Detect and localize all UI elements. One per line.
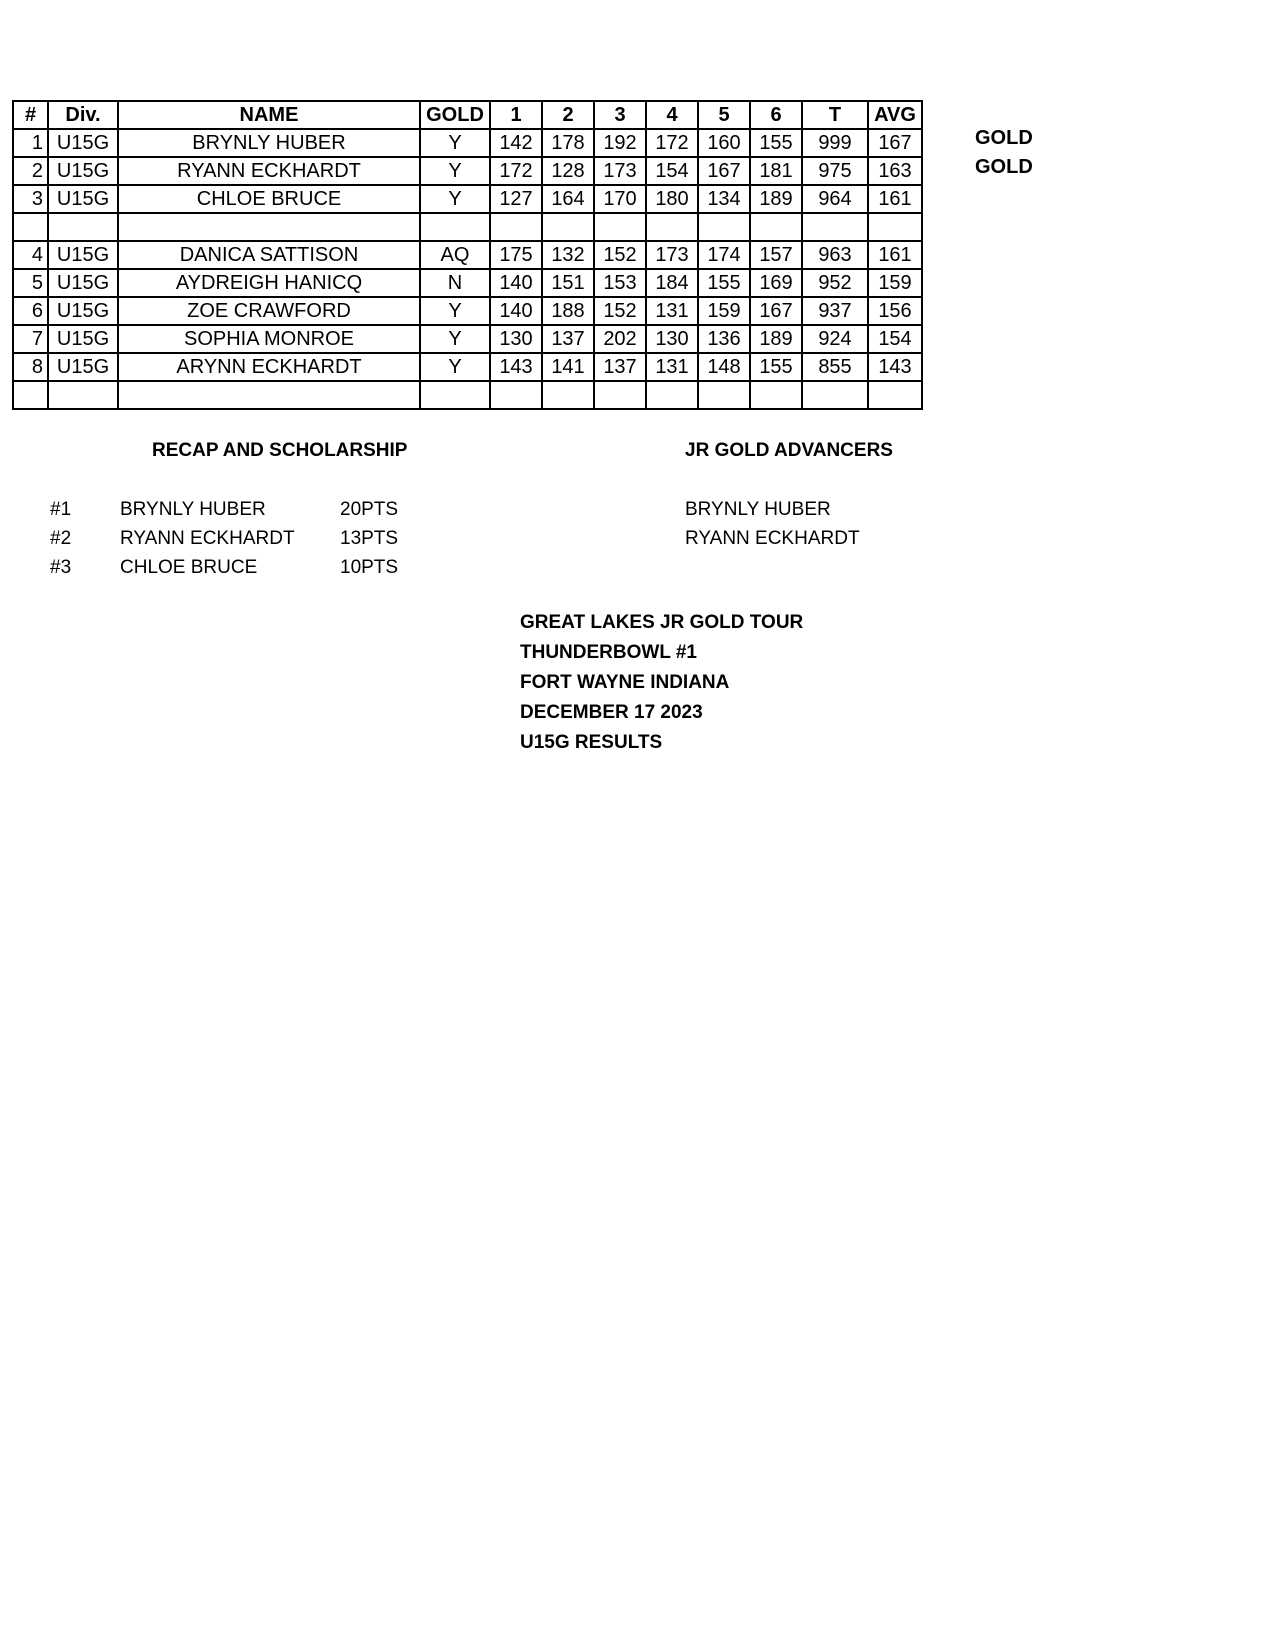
table-row (13, 269, 922, 297)
game3-cell: 152 (594, 297, 646, 325)
game2-cell: 128 (542, 157, 594, 185)
name-cell: RYANN ECKHARDT (118, 157, 420, 185)
game4-cell: 172 (646, 129, 698, 157)
game5-cell: 174 (698, 241, 750, 269)
game2-cell: 137 (542, 325, 594, 353)
average-cell: 161 (868, 185, 922, 213)
game2-cell: 151 (542, 269, 594, 297)
recap-points: 10PTS (340, 557, 399, 578)
gold-cell: Y (420, 325, 490, 353)
total-cell: 964 (802, 185, 868, 213)
game6-cell: 181 (750, 157, 802, 185)
col-game6-header: 6 (750, 101, 802, 129)
game1-cell: 172 (490, 157, 542, 185)
gold-cell: N (420, 269, 490, 297)
game1-cell (490, 381, 542, 409)
game6-cell: 157 (750, 241, 802, 269)
total-cell (802, 381, 868, 409)
game3-cell: 192 (594, 129, 646, 157)
game6-cell: 167 (750, 297, 802, 325)
total-cell: 924 (802, 325, 868, 353)
total-cell: 855 (802, 353, 868, 381)
col-total-header: T (802, 101, 868, 129)
gold-cell: Y (420, 185, 490, 213)
table-row (13, 185, 922, 213)
results-table (12, 100, 923, 410)
division-cell: U15G (48, 185, 118, 213)
game5-cell: 134 (698, 185, 750, 213)
game1-cell: 140 (490, 297, 542, 325)
gold-cell: Y (420, 353, 490, 381)
gold-cell: Y (420, 297, 490, 325)
table-row (13, 129, 922, 157)
recap-name: CHLOE BRUCE (120, 557, 258, 578)
name-cell: CHLOE BRUCE (118, 185, 420, 213)
game5-cell: 148 (698, 353, 750, 381)
col-average-header: AVG (868, 101, 922, 129)
game5-cell: 136 (698, 325, 750, 353)
division-cell: U15G (48, 157, 118, 185)
game1-cell: 127 (490, 185, 542, 213)
game3-cell (594, 213, 646, 241)
table-row (13, 241, 922, 269)
game5-cell: 167 (698, 157, 750, 185)
game5-cell: 155 (698, 269, 750, 297)
event-location: FORT WAYNE INDIANA (520, 672, 730, 693)
gold-flag: GOLD (975, 156, 1033, 178)
game4-cell (646, 213, 698, 241)
game6-cell: 155 (750, 353, 802, 381)
game1-cell (490, 213, 542, 241)
name-cell: ARYNN ECKHARDT (118, 353, 420, 381)
name-cell: BRYNLY HUBER (118, 129, 420, 157)
average-cell: 156 (868, 297, 922, 325)
game4-cell: 184 (646, 269, 698, 297)
average-cell: 154 (868, 325, 922, 353)
division-cell: U15G (48, 353, 118, 381)
col-gold-header: GOLD (420, 101, 490, 129)
event-results-label: U15G RESULTS (520, 732, 663, 753)
col-game2-header: 2 (542, 101, 594, 129)
event-tour: GREAT LAKES JR GOLD TOUR (520, 612, 804, 633)
header-row (13, 101, 922, 129)
game2-cell: 178 (542, 129, 594, 157)
game3-cell: 137 (594, 353, 646, 381)
name-cell: DANICA SATTISON (118, 241, 420, 269)
gold-cell: Y (420, 129, 490, 157)
division-cell: U15G (48, 241, 118, 269)
game5-cell: 160 (698, 129, 750, 157)
rank-cell: 6 (13, 297, 48, 325)
rank-cell: 8 (13, 353, 48, 381)
total-cell: 952 (802, 269, 868, 297)
division-cell: U15G (48, 129, 118, 157)
advancer-name: BRYNLY HUBER (685, 499, 831, 520)
recap-name: RYANN ECKHARDT (120, 528, 295, 549)
game4-cell: 131 (646, 353, 698, 381)
col-game5-header: 5 (698, 101, 750, 129)
event-venue: THUNDERBOWL #1 (520, 642, 697, 663)
name-cell (118, 381, 420, 409)
game5-cell (698, 213, 750, 241)
col-game1-header: 1 (490, 101, 542, 129)
game6-cell (750, 213, 802, 241)
game4-cell (646, 381, 698, 409)
average-cell: 163 (868, 157, 922, 185)
game2-cell: 164 (542, 185, 594, 213)
game2-cell: 141 (542, 353, 594, 381)
game3-cell: 202 (594, 325, 646, 353)
col-rank-header: # (13, 101, 48, 129)
game4-cell: 130 (646, 325, 698, 353)
name-cell: ZOE CRAWFORD (118, 297, 420, 325)
rank-cell: 3 (13, 185, 48, 213)
game1-cell: 130 (490, 325, 542, 353)
game6-cell (750, 381, 802, 409)
advancers-title: JR GOLD ADVANCERS (685, 440, 893, 461)
average-cell (868, 213, 922, 241)
rank-cell: 7 (13, 325, 48, 353)
game2-cell: 132 (542, 241, 594, 269)
total-cell: 975 (802, 157, 868, 185)
game4-cell: 180 (646, 185, 698, 213)
game6-cell: 155 (750, 129, 802, 157)
game1-cell: 175 (490, 241, 542, 269)
game3-cell (594, 381, 646, 409)
game1-cell: 140 (490, 269, 542, 297)
blank-row (13, 213, 922, 241)
game6-cell: 169 (750, 269, 802, 297)
total-cell (802, 213, 868, 241)
recap-rank: #1 (50, 499, 72, 520)
gold-cell: Y (420, 157, 490, 185)
game1-cell: 143 (490, 353, 542, 381)
recap-rank: #2 (50, 528, 72, 549)
rank-cell: 5 (13, 269, 48, 297)
results-body (13, 129, 922, 409)
advancer-name: RYANN ECKHARDT (685, 528, 860, 549)
average-cell (868, 381, 922, 409)
game3-cell: 153 (594, 269, 646, 297)
division-cell (48, 381, 118, 409)
division-cell (48, 213, 118, 241)
total-cell: 937 (802, 297, 868, 325)
average-cell: 143 (868, 353, 922, 381)
average-cell: 159 (868, 269, 922, 297)
game4-cell: 173 (646, 241, 698, 269)
game4-cell: 131 (646, 297, 698, 325)
division-cell: U15G (48, 297, 118, 325)
division-cell: U15G (48, 325, 118, 353)
game4-cell: 154 (646, 157, 698, 185)
game6-cell: 189 (750, 185, 802, 213)
gold-cell: AQ (420, 241, 490, 269)
col-division-header: Div. (48, 101, 118, 129)
average-cell: 167 (868, 129, 922, 157)
rank-cell: 2 (13, 157, 48, 185)
game1-cell: 142 (490, 129, 542, 157)
name-cell (118, 213, 420, 241)
rank-cell: 1 (13, 129, 48, 157)
game2-cell (542, 381, 594, 409)
col-name-header: NAME (118, 101, 420, 129)
total-cell: 999 (802, 129, 868, 157)
game5-cell (698, 381, 750, 409)
gold-flag: GOLD (975, 127, 1033, 149)
blank-row (13, 381, 922, 409)
game5-cell: 159 (698, 297, 750, 325)
gold-cell (420, 381, 490, 409)
table-row (13, 353, 922, 381)
name-cell: SOPHIA MONROE (118, 325, 420, 353)
table-row (13, 325, 922, 353)
gold-cell (420, 213, 490, 241)
game2-cell (542, 213, 594, 241)
game3-cell: 173 (594, 157, 646, 185)
recap-points: 13PTS (340, 528, 399, 549)
recap-name: BRYNLY HUBER (120, 499, 266, 520)
col-game3-header: 3 (594, 101, 646, 129)
game6-cell: 189 (750, 325, 802, 353)
recap-rank: #3 (50, 557, 72, 578)
rank-cell (13, 381, 48, 409)
total-cell: 963 (802, 241, 868, 269)
table-row (13, 297, 922, 325)
game2-cell: 188 (542, 297, 594, 325)
event-date: DECEMBER 17 2023 (520, 702, 703, 723)
table-row (13, 157, 922, 185)
game3-cell: 170 (594, 185, 646, 213)
col-game4-header: 4 (646, 101, 698, 129)
recap-points: 20PTS (340, 499, 399, 520)
average-cell: 161 (868, 241, 922, 269)
rank-cell: 4 (13, 241, 48, 269)
game3-cell: 152 (594, 241, 646, 269)
rank-cell (13, 213, 48, 241)
recap-title: RECAP AND SCHOLARSHIP (152, 440, 408, 461)
name-cell: AYDREIGH HANICQ (118, 269, 420, 297)
division-cell: U15G (48, 269, 118, 297)
